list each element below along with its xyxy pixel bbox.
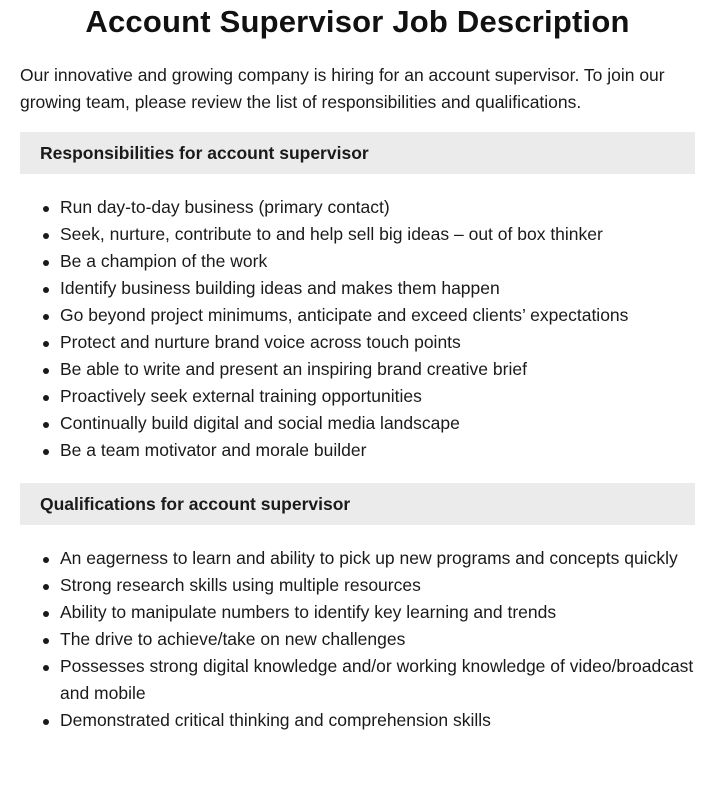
list-item: Ability to manipulate numbers to identify key learning and trends [60, 599, 695, 626]
list-item: Be able to write and present an inspiring brand creative brief [60, 356, 695, 383]
list-item: Proactively seek external training opportunities [60, 383, 695, 410]
responsibilities-list [20, 194, 695, 464]
list-item: Go beyond project minimums, anticipate and exceed clients’ expectations [60, 302, 695, 329]
list-item: Be a team motivator and morale builder [60, 437, 695, 464]
page-title: Account Supervisor Job Description [85, 4, 630, 39]
list-item: Protect and nurture brand voice across touch points [60, 329, 695, 356]
list-item: Be a champion of the work [60, 248, 695, 275]
list-item: Run day-to-day business (primary contact) [60, 194, 695, 221]
qualifications-heading: Qualifications for account supervisor [20, 483, 695, 525]
list-item: Seek, nurture, contribute to and help sell big ideas – out of box thinker [60, 221, 695, 248]
list-item: Demonstrated critical thinking and comprehension skills [60, 707, 695, 734]
qualifications-list [20, 545, 695, 734]
list-item: Strong research skills using multiple resources [60, 572, 695, 599]
list-item: Continually build digital and social media landscape [60, 410, 695, 437]
list-item: The drive to achieve/take on new challenges [60, 626, 695, 653]
list-item: Possesses strong digital knowledge and/or working knowledge of video/broadcast and mobile [60, 653, 695, 707]
list-item: Identify business building ideas and makes them happen [60, 275, 695, 302]
intro-paragraph: Our innovative and growing company is hiring for an account supervisor. To join our growing team, please review the list of responsibilities and qualifications. [20, 65, 665, 112]
list-item: An eagerness to learn and ability to pick up new programs and concepts quickly [60, 545, 695, 572]
responsibilities-heading: Responsibilities for account supervisor [20, 132, 695, 174]
